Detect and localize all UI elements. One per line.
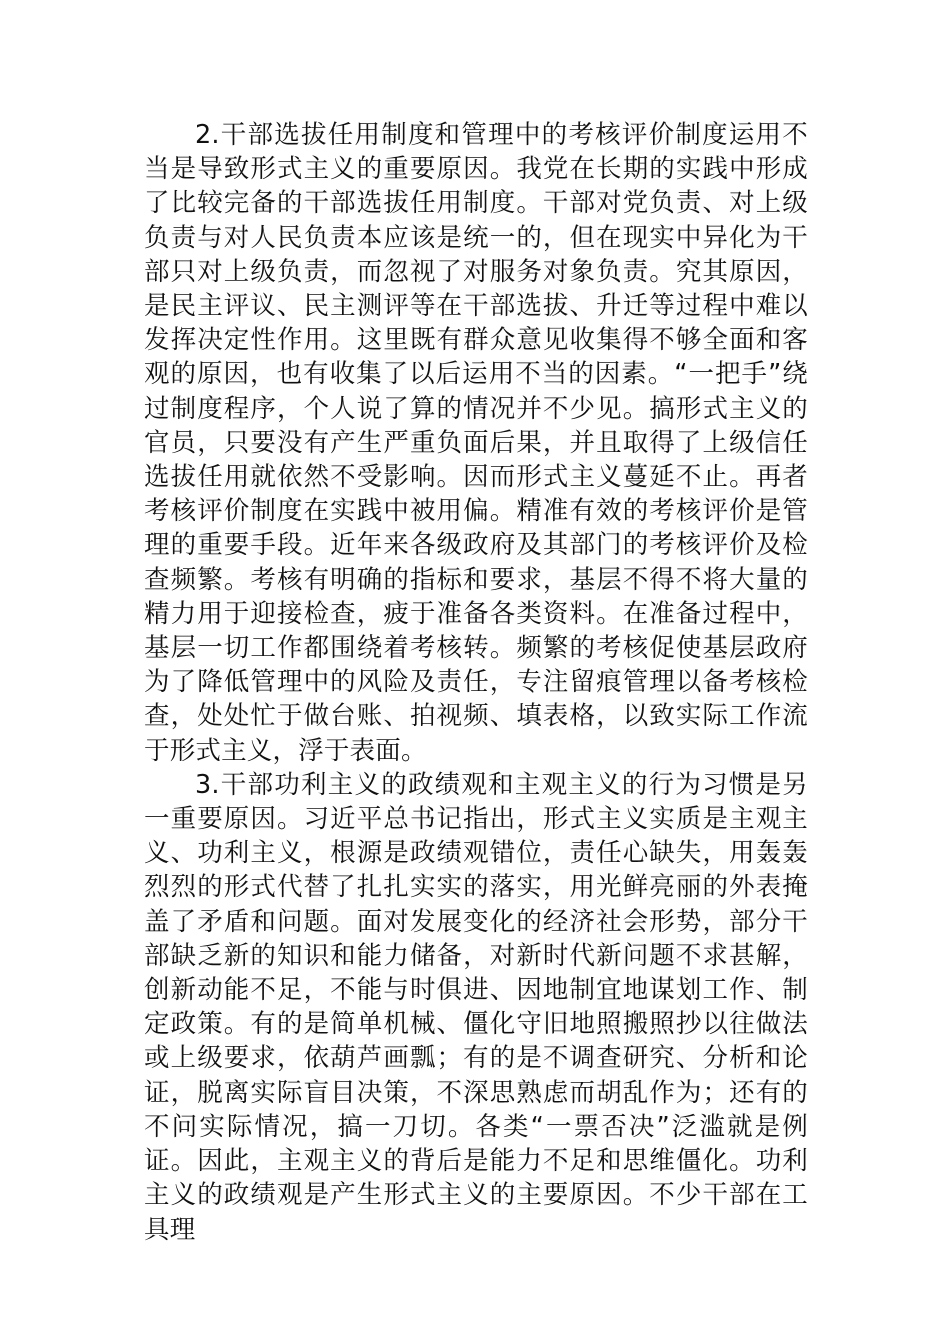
- paragraph-2: 2.干部选拔任用制度和管理中的考核评价制度运用不当是导致形式主义的重要原因。我党在长期的实践中形成了比较完备的干部选拔任用制度。干部对党负责、对上级负责与对人民负责本应该是统一的，但在现实中异化为干部只对上级负责，而忽视了对服务对象负责。究其原因，是民主评议、民主测评等在干部选拔、升迁等过程中难以发挥决定性作用。这里既有群众意见收集得不够全面和客观的原因，也有收集了以后运用不当的因素。“一把手”绕过制度程序，个人说了算的情况并不少见。搞形式主义的官员，只要没有产生严重负面后果，并且取得了上级信任选拔任用就依然不受影响。因而形式主义蔓延不止。再者考核评价制度在实践中被用偏。精准有效的考核评价是管理的重要手段。近年来各级政府及其部门的考核评价及检查频繁。考核有明确的指标和要求，基层不得不将大量的精力用于迎接检查，疲于准备各类资料。在准备过程中，基层一切工作都围绕着考核转。频繁的考核促使基层政府为了降低管理中的风险及责任，专注留痕管理以备考核检查，处处忙于做台账、拍视频、填表格，以致实际工作流于形式主义，浮于表面。: [144, 120, 808, 766]
- paragraph-3: 3.干部功利主义的政绩观和主观主义的行为习惯是另一重要原因。习近平总书记指出，形式主义实质是主观主义、功利主义，根源是政绩观错位，责任心缺失，用轰轰烈烈的形式代替了扎扎实实的落实，用光鲜亮丽的外表掩盖了矛盾和问题。面对发展变化的经济社会形势，部分干部缺乏新的知识和能力储备，对新时代新问题不求甚解，创新动能不足，不能与时俱进、因地制宜地谋划工作、制定政策。有的是简单机械、僵化守旧地照搬照抄以往做法或上级要求，依葫芦画瓢；有的是不调查研究、分析和论证，脱离实际盲目决策，不深思熟虑而胡乱作为；还有的不问实际情况，搞一刀切。各类“一票否决”泛滥就是例证。因此，主观主义的背后是能力不足和思维僵化。功利主义的政绩观是产生形式主义的主要原因。不少干部在工具理: [144, 769, 808, 1245]
- body-text: [144, 118, 808, 1247]
